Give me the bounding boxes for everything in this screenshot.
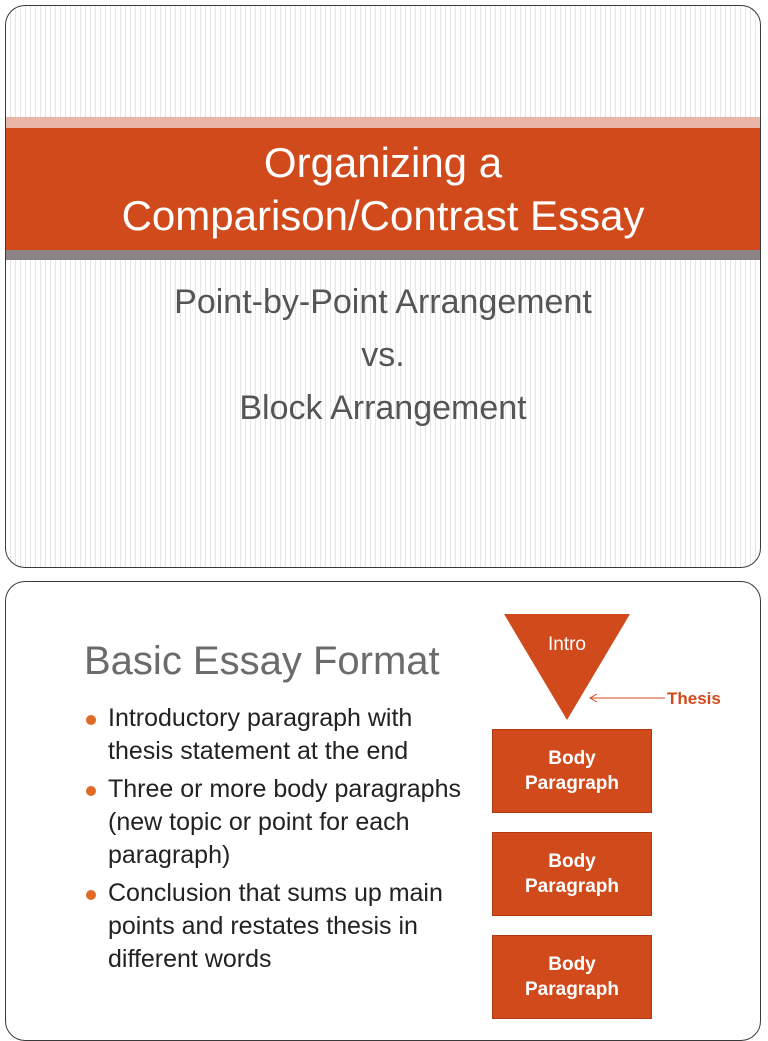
bullet-item <box>84 773 464 872</box>
thesis-arrow-icon <box>587 691 667 705</box>
slide-subtitle <box>6 276 760 435</box>
subtitle-line-1: Point-by-Point Arrangement <box>174 283 592 321</box>
title-band-top-stripe <box>6 117 760 128</box>
thesis-label: Thesis <box>667 689 721 708</box>
body-paragraph-box <box>492 729 652 813</box>
body-paragraph-box <box>492 935 652 1019</box>
bullet-item <box>84 702 464 768</box>
essay-structure-diagram <box>484 609 744 1039</box>
slide-title-line-1: Organizing a <box>263 139 503 186</box>
bullet-dot-icon <box>86 786 96 796</box>
body-paragraph-box <box>492 832 652 916</box>
bullet-dot-icon <box>86 715 96 725</box>
body-box-line-1: Body <box>548 851 596 872</box>
essay-format-slide <box>5 581 761 1041</box>
bullet-item <box>84 877 464 976</box>
title-band <box>6 128 760 250</box>
subtitle-line-2: vs. <box>361 336 405 374</box>
subtitle-line-3: Block Arrangement <box>239 389 527 427</box>
body-box-line-2: Paragraph <box>525 773 619 794</box>
bullet-text: Conclusion that sums up main points and restates thesis in different words <box>108 879 443 973</box>
body-box-line-2: Paragraph <box>525 876 619 897</box>
title-band-bottom-stripe <box>6 250 760 260</box>
slide-heading: Basic Essay Format <box>84 639 440 683</box>
bullet-list <box>84 702 464 981</box>
bullet-dot-icon <box>86 890 96 900</box>
slide-title-line-2: Comparison/Contrast Essay <box>121 192 645 239</box>
body-box-line-1: Body <box>548 954 596 975</box>
body-box-line-1: Body <box>548 748 596 769</box>
bullet-text: Three or more body paragraphs (new topic or point for each paragraph) <box>108 775 461 869</box>
body-box-line-2: Paragraph <box>525 979 619 1000</box>
bullet-text: Introductory paragraph with thesis statement at the end <box>108 704 413 765</box>
intro-label: Intro <box>547 634 587 655</box>
title-slide <box>5 5 761 568</box>
